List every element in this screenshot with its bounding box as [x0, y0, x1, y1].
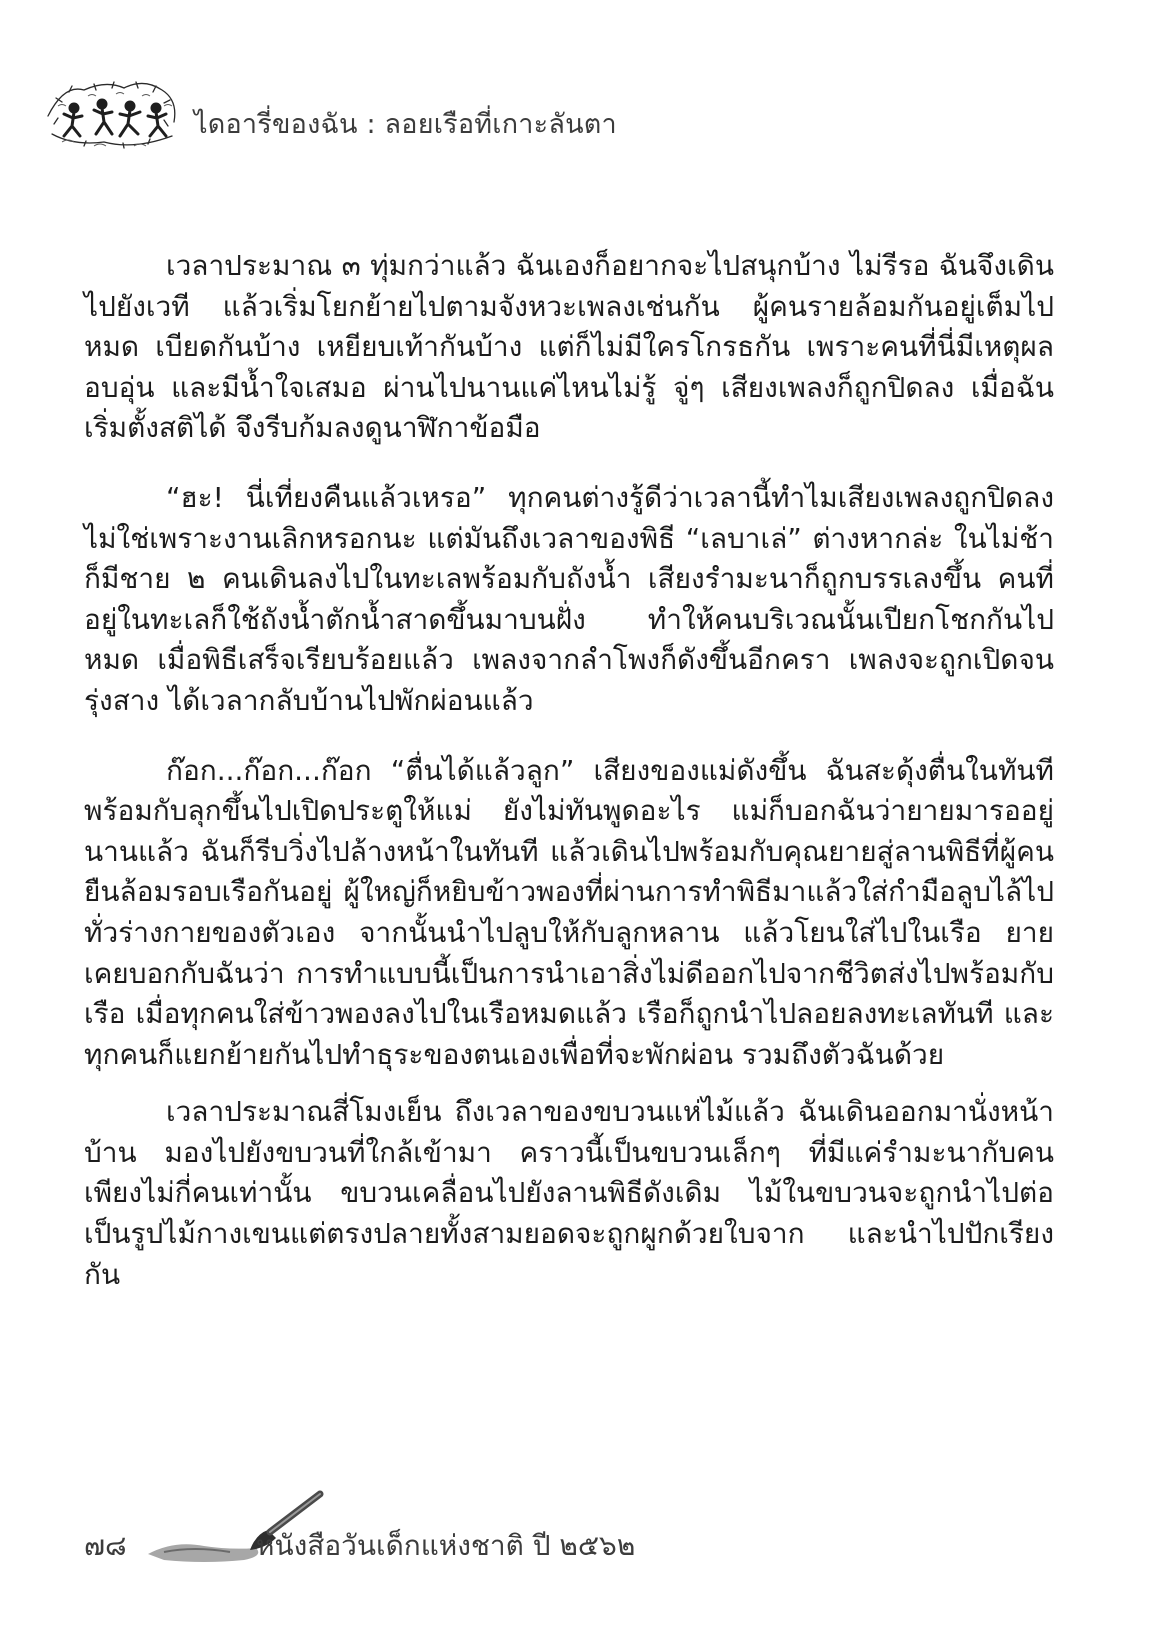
paragraph: ก๊อก...ก๊อก...ก๊อก “ตื่นได้แล้วลูก” เสียงของแม่ดังขึ้น ฉันสะดุ้งตื่นในทันที พร้อมกับลุกขึ้นไปเปิดประตูให้แม่ ยังไม่ทันพูดอะไร แม่ก็บอกฉันว่ายายมารออยู่นานแล้ว ฉันก็รีบวิ่งไปล้างหน้าในทันที แล้วเดินไปพร้อมกับคุณยายสู่ลานพิธีที่ผู้คนยืนล้อมรอบเรือกันอยู่ ผู้ใหญ่ก็หยิบข้าวพองที่ผ่านการทำพิธีมาแล้วใส่กำมือลูบไล้ไปทั่วร่างกายของตัวเอง จากนั้นนำไปลูบให้กับลูกหลาน แล้วโยนใส่ไปในเรือ ยายเคยบอกกับฉันว่า การทำแบบนี้เป็นการนำเอาสิ่งไม่ดีออกไปจากชีวิตส่งไปพร้อมกับเรือ เมื่อทุกคนใส่ข้าวพองลงไปในเรือหมดแล้ว เรือก็ถูกนำไปลอยลงทะเลทันที และทุกคนก็แยกย้ายกันไปทำธุระของตนเองเพื่อที่จะพักผ่อน รวมถึงตัวฉันด้วย [84, 753, 1054, 1071]
page-number: ๗๘ [84, 1529, 127, 1562]
page-header [44, 76, 744, 166]
page-footer [84, 1490, 984, 1570]
paragraph: เวลาประมาณ ๓ ทุ่มกว่าแล้ว ฉันเองก็อยากจะไปสนุกบ้าง ไม่รีรอ ฉันจึงเดินไปยังเวที แล้วเริ่มโยกย้ายไปตามจังหวะเพลงเช่นกัน ผู้คนรายล้อมกันอยู่เต็มไปหมด เบียดกันบ้าง เหยียบเท้ากันบ้าง แต่ก็ไม่มีใครโกรธกัน เพราะคนที่นี่มีเหตุผล อบอุ่น และมีน้ำใจเสมอ ผ่านไปนานแค่ไหนไม่รู้ จู่ๆ เสียงเพลงก็ถูกปิดลง เมื่อฉันเริ่มตั้งสติได้ จึงรีบก้มลงดูนาฬิกาข้อมือ [84, 249, 1054, 445]
paragraph: “ฮะ! นี่เที่ยงคืนแล้วเหรอ” ทุกคนต่างรู้ดีว่าเวลานี้ทำไมเสียงเพลงถูกปิดลง ไม่ใช่เพราะงานเลิกหรอกนะ แต่มันถึงเวลาของพิธี “เลบาเล่” ต่างหากล่ะ ในไม่ช้าก็มีชาย ๒ คนเดินลงไปในทะเลพร้อมกับถังน้ำ เสียงรำมะนาก็ถูกบรรเลงขึ้น คนที่อยู่ในทะเลก็ใช้ถังน้ำตักน้ำสาดขึ้นมาบนฝั่ง ทำให้คนบริเวณนั้นเปียกโชกกันไปหมด เมื่อพิธีเสร็จเรียบร้อยแล้ว เพลงจากลำโพงก็ดังขึ้นอีกครา เพลงจะถูกเปิดจนรุ่งสาง ได้เวลากลับบ้านไปพักผ่อนแล้ว [84, 480, 1054, 717]
footer-book-title: หนังสือวันเด็กแห่งชาติ ปี ๒๕๖๒ [256, 1529, 636, 1562]
header-title: ไดอารี่ของฉัน : ลอยเรือที่เกาะลันตา [194, 109, 617, 140]
children-playing-sketch-icon [44, 76, 182, 156]
article-body [84, 246, 1054, 1295]
paragraph: เวลาประมาณสี่โมงเย็น ถึงเวลาของขบวนแห่ไม้แล้ว ฉันเดินออกมานั่งหน้าบ้าน มองไปยังขบวนที่ใกล้เข้ามา คราวนี้เป็นขบวนเล็กๆ ที่มีแค่รำมะนากับคนเพียงไม่กี่คนเท่านั้น ขบวนเคลื่อนไปยังลานพิธีดังเดิม ไม้ในขบวนจะถูกนำไปต่อเป็นรูปไม้กางเขนแต่ตรงปลายทั้งสามยอดจะถูกผูกด้วยใบจาก และนำไปปักเรียงกัน [84, 1095, 1054, 1291]
